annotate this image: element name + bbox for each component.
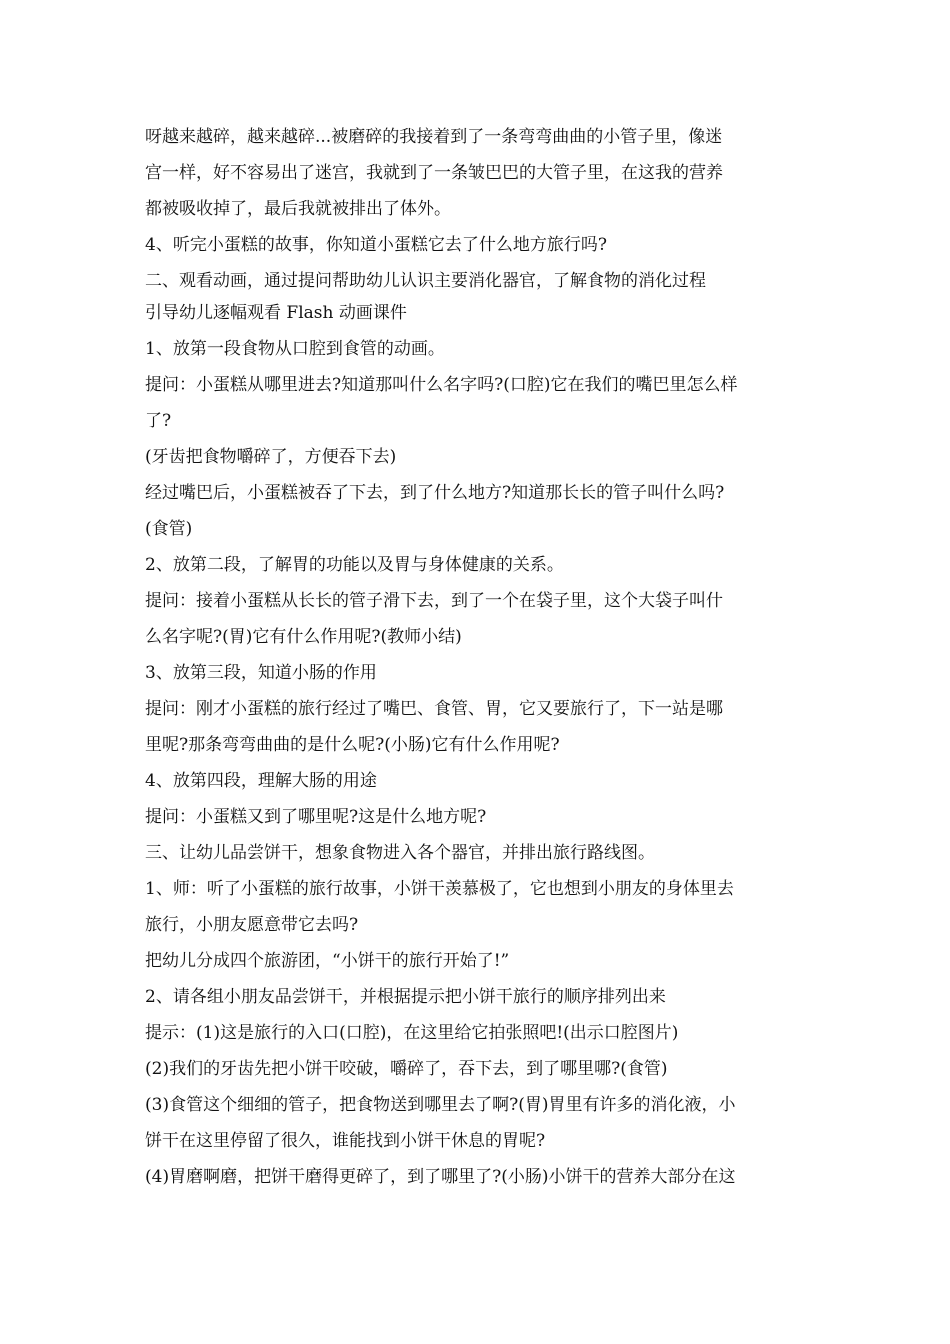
text-line: 引导幼儿逐幅观看 Flash 动画课件 (145, 303, 407, 323)
text-line: 都被吸收掉了，最后我就被排出了体外。 (145, 199, 451, 219)
text-line: 了? (145, 411, 172, 431)
text-line: 呀越来越碎，越来越碎...被磨碎的我接着到了一条弯弯曲曲的小管子里，像迷 (145, 127, 723, 147)
text-line: (食管) (145, 519, 193, 539)
text-line: 提问：小蛋糕又到了哪里呢?这是什么地方呢? (145, 807, 487, 827)
text-line: 4、听完小蛋糕的故事，你知道小蛋糕它去了什么地方旅行吗? (145, 235, 607, 255)
section-heading: 二、观看动画，通过提问帮助幼儿认识主要消化器官，了解食物的消化过程 (145, 271, 706, 291)
text-line: 2、放第二段，了解胃的功能以及胃与身体健康的关系。 (145, 555, 564, 575)
text-line: 提示：(1)这是旅行的入口(口腔)，在这里给它拍张照吧!(出示口腔图片) (145, 1023, 679, 1043)
text-line: (牙齿把食物嚼碎了，方便吞下去) (145, 447, 397, 467)
text-line: 1、放第一段食物从口腔到食管的动画。 (145, 339, 445, 359)
text-line: 提问：接着小蛋糕从长长的管子滑下去，到了一个在袋子里，这个大袋子叫什 (145, 591, 723, 611)
text-line: 2、请各组小朋友品尝饼干，并根据提示把小饼干旅行的顺序排列出来 (145, 987, 666, 1007)
text-line: 提问：小蛋糕从哪里进去?知道那叫什么名字吗?(口腔)它在我们的嘴巴里怎么样 (145, 375, 738, 395)
text-line: (4)胃磨啊磨，把饼干磨得更碎了，到了哪里了?(小肠)小饼干的营养大部分在这 (145, 1167, 736, 1187)
text-line: 么名字呢?(胃)它有什么作用呢?(教师小结) (145, 627, 462, 647)
text-line: 经过嘴巴后，小蛋糕被吞了下去，到了什么地方?知道那长长的管子叫什么吗? (145, 483, 725, 503)
text-line: 1、师：听了小蛋糕的旅行故事，小饼干羡慕极了，它也想到小朋友的身体里去 (145, 879, 734, 899)
text-line: 提问：刚才小蛋糕的旅行经过了嘴巴、食管、胃，它又要旅行了，下一站是哪 (145, 699, 723, 719)
text-line: 4、放第四段，理解大肠的用途 (145, 771, 377, 791)
text-line: 3、放第三段，知道小肠的作用 (145, 663, 377, 683)
text-line: 里呢?那条弯弯曲曲的是什么呢?(小肠)它有什么作用呢? (145, 735, 560, 755)
text-line: (3)食管这个细细的管子，把食物送到哪里去了啊?(胃)胃里有许多的消化液，小 (145, 1095, 736, 1115)
text-line: 旅行，小朋友愿意带它去吗? (145, 915, 359, 935)
text-line: 饼干在这里停留了很久，谁能找到小饼干休息的胃呢? (145, 1131, 546, 1151)
document-body (145, 119, 810, 1195)
text-line: 宫一样，好不容易出了迷宫，我就到了一条皱巴巴的大管子里，在这我的营养 (145, 163, 723, 183)
text-line: (2)我们的牙齿先把小饼干咬破，嚼碎了，吞下去，到了哪里哪?(食管) (145, 1059, 668, 1079)
section-heading: 三、让幼儿品尝饼干，想象食物进入各个器官，并排出旅行路线图。 (145, 843, 655, 863)
text-line: 把幼儿分成四个旅游团，“小饼干的旅行开始了!” (145, 951, 510, 971)
